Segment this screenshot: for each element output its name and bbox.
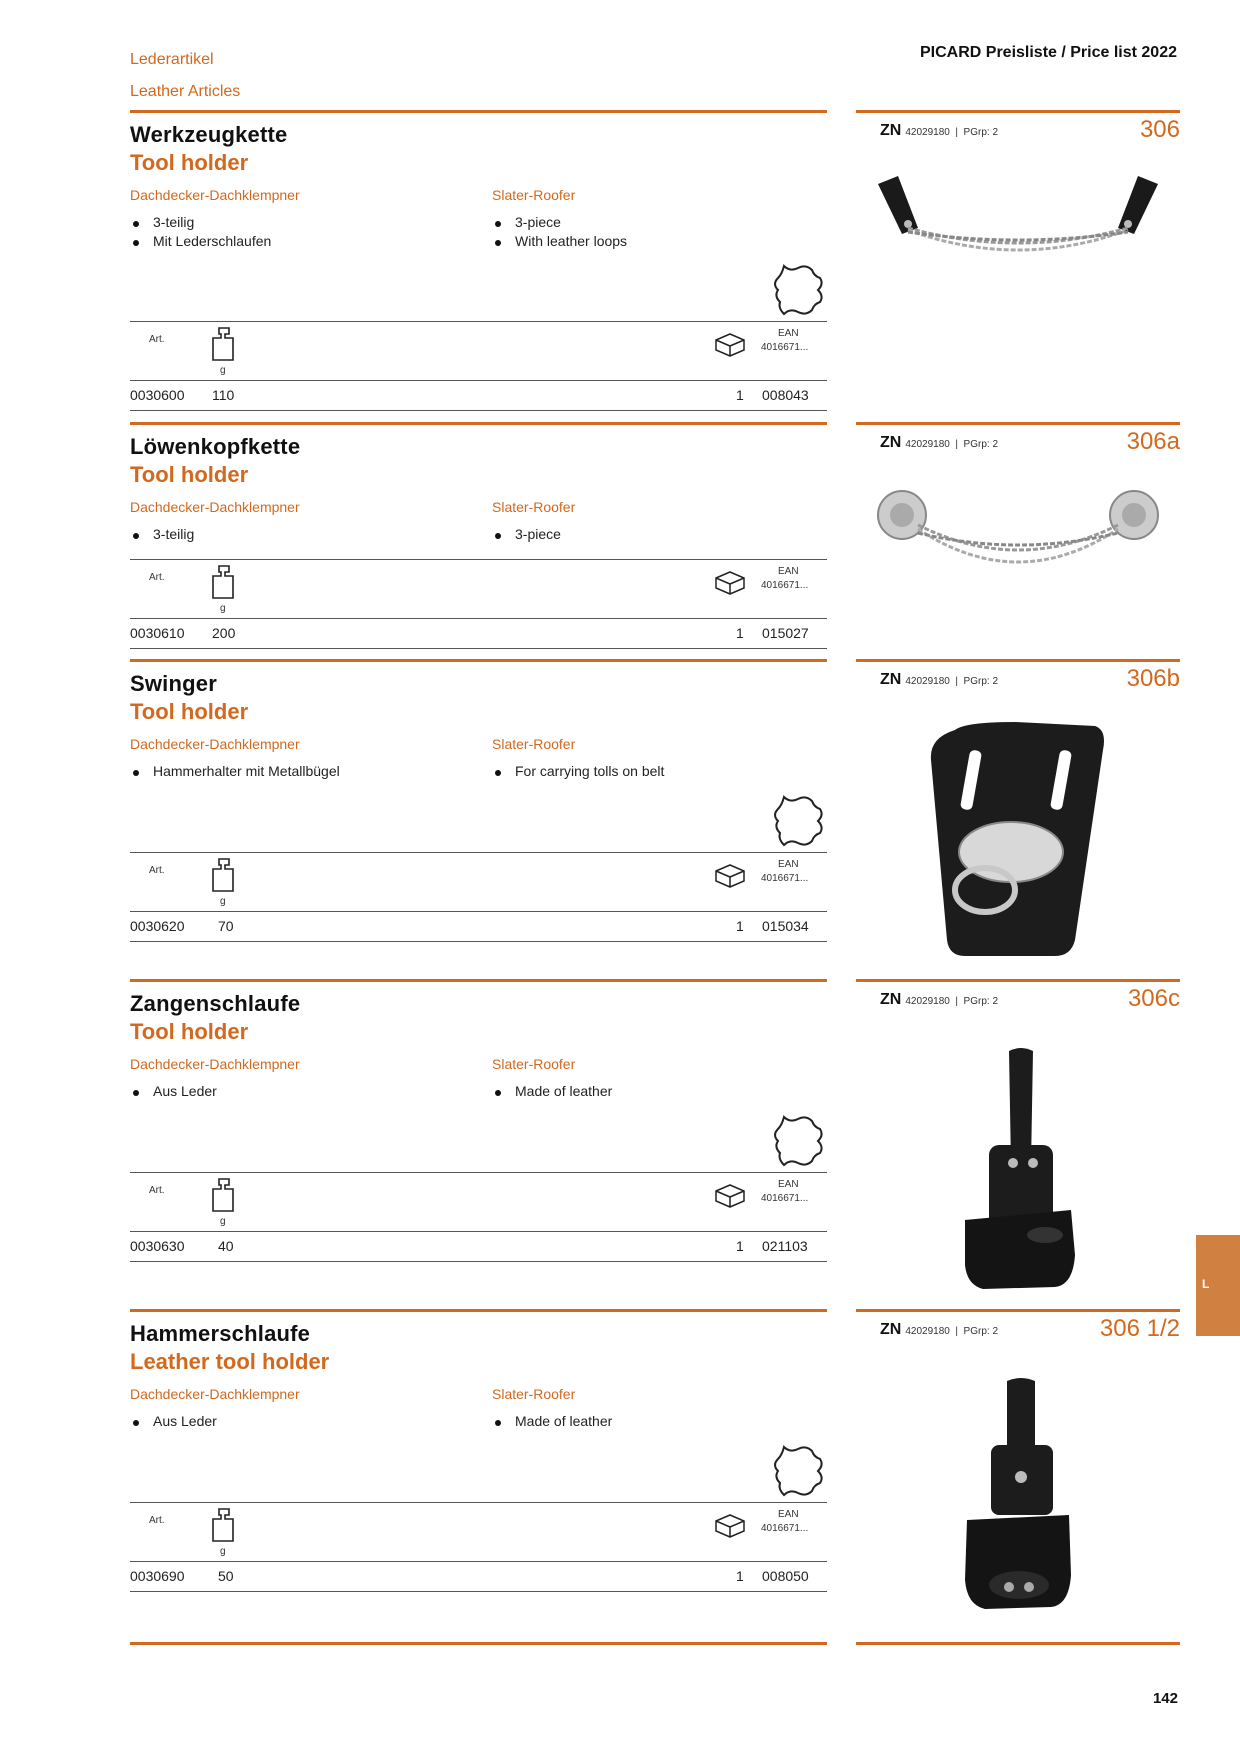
pgrp: PGrp: 2 [963, 996, 999, 1007]
ean-value: 015034 [762, 918, 809, 934]
weight-unit: g [220, 1546, 226, 1557]
feature-item: 3-piece [492, 213, 627, 232]
features-en [492, 1082, 612, 1101]
pgrp: PGrp: 2 [963, 676, 999, 687]
table-rule [130, 1172, 827, 1173]
package-icon [714, 1513, 746, 1539]
quantity-value: 1 [736, 1238, 744, 1254]
column-heading-de: Dachdecker-Dachklempner [130, 187, 300, 203]
table-rule [130, 1561, 827, 1562]
weight-value: 110 [212, 387, 235, 403]
features-en [492, 525, 561, 544]
column-heading-en: Slater-Roofer [492, 736, 576, 752]
divider-rule [856, 422, 1180, 425]
ean-value: 008050 [762, 1568, 809, 1584]
package-icon [714, 1183, 746, 1209]
zn-info: ZN 42029180 | PGrp: 2 [880, 1321, 999, 1338]
package-icon [714, 570, 746, 596]
column-heading-en: Slater-Roofer [492, 499, 576, 515]
zn-label: ZN [880, 671, 902, 688]
article-number: 0030610 [130, 625, 185, 641]
feature-item: Made of leather [492, 1082, 612, 1101]
divider-rule [130, 659, 827, 662]
table-rule [130, 852, 827, 853]
ean-label: EAN [778, 1179, 799, 1190]
ean-prefix: 4016671... [761, 1193, 809, 1204]
features-de [130, 762, 340, 781]
chain-with-leather-loops-image [858, 170, 1178, 280]
weight-icon [211, 1177, 237, 1213]
zn-info: ZN 42029180 | PGrp: 2 [880, 671, 999, 688]
zn-label: ZN [880, 122, 902, 139]
table-rule [130, 911, 827, 912]
art-label: Art. [149, 865, 165, 876]
product-number: 306c [1127, 985, 1180, 1012]
leather-icon [770, 793, 826, 849]
art-label: Art. [149, 1185, 165, 1196]
weight-unit: g [220, 896, 226, 907]
quantity-value: 1 [736, 625, 744, 641]
weight-icon [211, 564, 237, 600]
product-number: 306a [1126, 428, 1180, 455]
weight-value: 70 [218, 918, 234, 934]
ean-prefix: 4016671... [761, 873, 809, 884]
zn-code: 42029180 [905, 996, 950, 1007]
table-rule [130, 380, 827, 381]
zn-code: 42029180 [905, 127, 950, 138]
swinger-hammer-holder-image [925, 720, 1115, 960]
table-rule [130, 1231, 827, 1232]
product-name-en: Tool holder [130, 699, 249, 724]
weight-icon [211, 326, 237, 362]
ean-label: EAN [778, 1509, 799, 1520]
header-category [130, 44, 240, 108]
product-name-de: Hammerschlaufe [130, 1321, 311, 1346]
art-label: Art. [149, 1515, 165, 1526]
table-rule [130, 941, 827, 942]
feature-item: For carrying tolls on belt [492, 762, 664, 781]
package-icon [714, 332, 746, 358]
article-number: 0030690 [130, 1568, 185, 1584]
weight-icon [211, 1507, 237, 1543]
features-de [130, 213, 271, 251]
feature-item: Aus Leder [130, 1082, 217, 1101]
divider-rule [130, 979, 827, 982]
feature-item: Mit Lederschlaufen [130, 232, 271, 251]
pgrp: PGrp: 2 [963, 1326, 999, 1337]
article-number: 0030600 [130, 387, 185, 403]
leather-icon [770, 1113, 826, 1169]
table-rule [130, 1502, 827, 1503]
product-number: 306b [1126, 665, 1180, 692]
table-rule [130, 1261, 827, 1262]
catalog-title: PICARD Preisliste / Price list 2022 [919, 44, 1177, 61]
leather-icon [770, 262, 826, 318]
feature-item: Made of leather [492, 1412, 612, 1431]
article-number: 0030630 [130, 1238, 185, 1254]
product-name-en: Tool holder [130, 150, 249, 175]
section-tab-label: L [1202, 1277, 1210, 1291]
bottom-rule [856, 1642, 1180, 1645]
ean-label: EAN [778, 566, 799, 577]
features-en [492, 1412, 612, 1431]
zn-info: ZN 42029180 | PGrp: 2 [880, 991, 999, 1008]
category-de: Lederartikel [130, 51, 214, 68]
zn-label: ZN [880, 1321, 902, 1338]
quantity-value: 1 [736, 1568, 744, 1584]
table-rule [130, 559, 827, 560]
feature-item: With leather loops [492, 232, 627, 251]
art-label: Art. [149, 334, 165, 345]
product-name-de: Werkzeugkette [130, 122, 288, 147]
ean-value: 015027 [762, 625, 809, 641]
divider-rule [856, 1309, 1180, 1312]
column-heading-de: Dachdecker-Dachklempner [130, 736, 300, 752]
product-name-de: Swinger [130, 671, 217, 696]
ean-label: EAN [778, 328, 799, 339]
bottom-rule [130, 1642, 827, 1645]
divider-rule [856, 979, 1180, 982]
ean-prefix: 4016671... [761, 580, 809, 591]
leather-icon [770, 1443, 826, 1499]
zn-info: ZN 42029180 | PGrp: 2 [880, 122, 999, 139]
page-number: 142 [1152, 1690, 1178, 1707]
column-heading-en: Slater-Roofer [492, 1056, 576, 1072]
product-name-de: Löwenkopfkette [130, 434, 301, 459]
table-rule [130, 321, 827, 322]
product-name-en: Tool holder [130, 462, 249, 487]
divider-rule [856, 110, 1180, 113]
ean-label: EAN [778, 859, 799, 870]
zn-label: ZN [880, 991, 902, 1008]
product-number: 306 [1139, 116, 1180, 143]
column-heading-en: Slater-Roofer [492, 187, 576, 203]
features-de [130, 1412, 217, 1431]
table-rule [130, 648, 827, 649]
features-de [130, 525, 194, 544]
divider-rule [130, 422, 827, 425]
table-rule [130, 618, 827, 619]
table-rule [130, 1591, 827, 1592]
pliers-loop-image [955, 1045, 1085, 1295]
article-number: 0030620 [130, 918, 185, 934]
package-icon [714, 863, 746, 889]
column-heading-de: Dachdecker-Dachklempner [130, 499, 300, 515]
weight-icon [211, 857, 237, 893]
pgrp: PGrp: 2 [963, 439, 999, 450]
product-name-en: Leather tool holder [130, 1349, 330, 1374]
features-en [492, 762, 664, 781]
divider-rule [856, 659, 1180, 662]
weight-value: 50 [218, 1568, 234, 1584]
art-label: Art. [149, 572, 165, 583]
weight-value: 200 [212, 625, 236, 641]
lion-head-chain-image [858, 485, 1178, 605]
ean-value: 021103 [762, 1238, 808, 1254]
column-heading-de: Dachdecker-Dachklempner [130, 1056, 300, 1072]
feature-item: Aus Leder [130, 1412, 217, 1431]
table-rule [130, 410, 827, 411]
weight-value: 40 [218, 1238, 234, 1254]
product-name-en: Tool holder [130, 1019, 249, 1044]
weight-unit: g [220, 1216, 226, 1227]
ean-prefix: 4016671... [761, 1523, 809, 1534]
zn-info: ZN 42029180 | PGrp: 2 [880, 434, 999, 451]
product-number: 306 1/2 [1099, 1315, 1180, 1342]
pgrp: PGrp: 2 [963, 127, 999, 138]
product-name-de: Zangenschlaufe [130, 991, 301, 1016]
category-en: Leather Articles [130, 83, 241, 100]
ean-prefix: 4016671... [761, 342, 809, 353]
features-de [130, 1082, 217, 1101]
weight-unit: g [220, 365, 226, 376]
divider-rule [130, 1309, 827, 1312]
zn-code: 42029180 [905, 676, 950, 687]
weight-unit: g [220, 603, 226, 614]
divider-rule [130, 110, 827, 113]
zn-label: ZN [880, 434, 902, 451]
feature-item: 3-piece [492, 525, 561, 544]
features-en [492, 213, 627, 251]
feature-item: 3-teilig [130, 213, 271, 232]
quantity-value: 1 [736, 387, 744, 403]
zn-code: 42029180 [905, 439, 950, 450]
ean-value: 008043 [762, 387, 809, 403]
zn-code: 42029180 [905, 1326, 950, 1337]
feature-item: 3-teilig [130, 525, 194, 544]
column-heading-en: Slater-Roofer [492, 1386, 576, 1402]
feature-item: Hammerhalter mit Metallbügel [130, 762, 340, 781]
quantity-value: 1 [736, 918, 744, 934]
column-heading-de: Dachdecker-Dachklempner [130, 1386, 300, 1402]
section-tab [1196, 1235, 1240, 1336]
hammer-loop-image [955, 1375, 1085, 1625]
